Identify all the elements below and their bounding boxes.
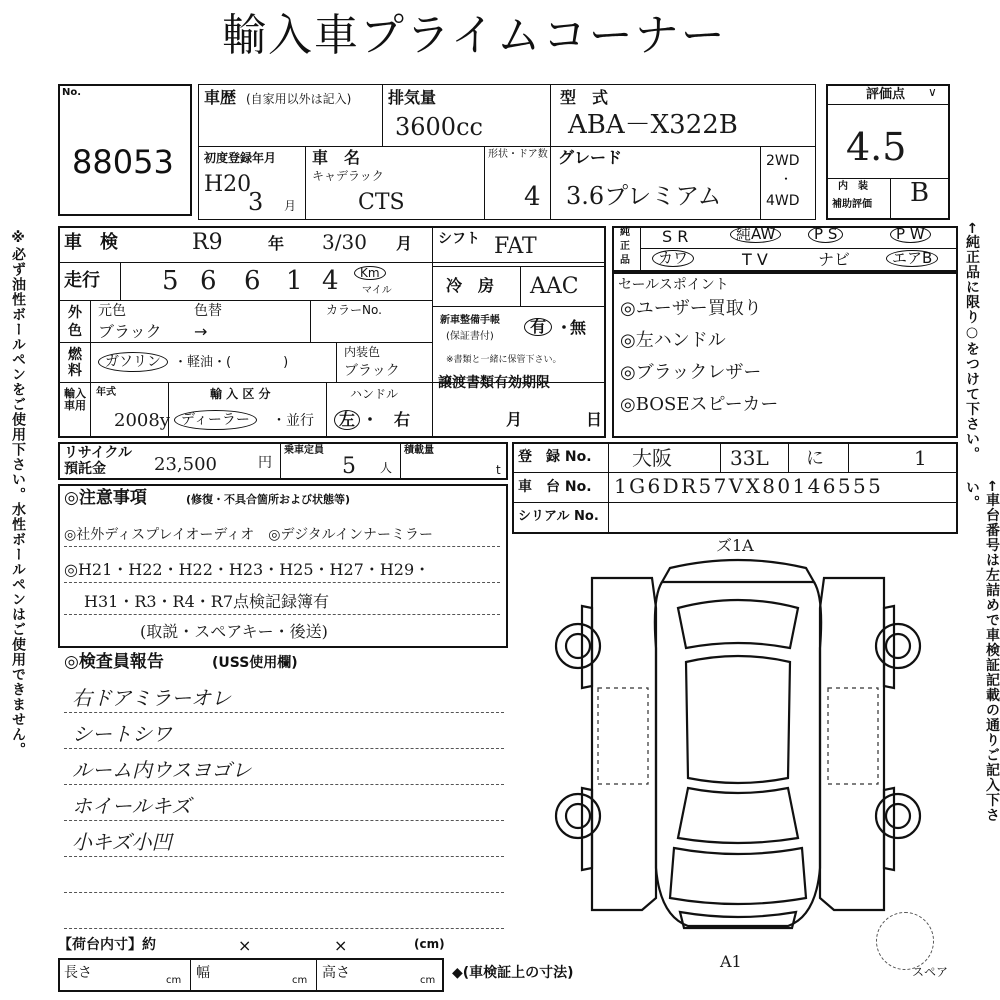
color-orig-value: ブラック bbox=[98, 322, 162, 341]
interior-color-value: ブラック bbox=[344, 363, 400, 379]
mileage-unit-km: Km bbox=[354, 266, 386, 280]
car-maker: キャデラック bbox=[312, 169, 384, 183]
interior-color-label: 内装色 bbox=[344, 345, 381, 359]
diagram-mark-bottom: A1 bbox=[720, 952, 742, 971]
color-change-value: → bbox=[194, 322, 208, 341]
color-side-1: 外 bbox=[68, 305, 82, 321]
mileage-digit-1: 5 bbox=[162, 266, 179, 296]
shift-value: FAT bbox=[494, 234, 537, 259]
mileage-digit-5: 4 bbox=[322, 266, 339, 296]
registration-number: 1 bbox=[914, 446, 927, 470]
maintenance-sub: (保証書付) bbox=[446, 331, 494, 342]
shift-label: シフト bbox=[438, 231, 480, 247]
mileage-label: 走行 bbox=[64, 270, 100, 291]
cargo-x2: × bbox=[334, 936, 348, 955]
color-orig-label: 元色 bbox=[98, 303, 126, 319]
equipment-side-1: 純 bbox=[620, 227, 630, 238]
spare-tire-icon bbox=[876, 912, 934, 970]
notes-sub: (修復・不具合箇所および状態等) bbox=[186, 493, 351, 506]
import-parallel: ・並行 bbox=[272, 413, 314, 429]
fuel-gasoline: ガソリン bbox=[98, 352, 168, 372]
first-reg-month: 3 bbox=[248, 188, 264, 216]
lot-number: 88053 bbox=[72, 143, 174, 181]
chassis-value: 1G6DR57VX80146555 bbox=[614, 474, 884, 498]
inspector-sub: (USS使用欄) bbox=[212, 655, 298, 671]
load-label: 積載量 bbox=[404, 445, 434, 456]
history-label: 車歴 bbox=[204, 88, 237, 107]
displacement-value: 3600cc bbox=[395, 113, 483, 141]
equipment-navi: ナビ bbox=[818, 250, 851, 269]
grade-label: グレード bbox=[558, 148, 623, 167]
transfer-day: 日 bbox=[586, 410, 603, 429]
recycle-label-1: リサイクル bbox=[64, 445, 133, 461]
cargo-label: 【荷台内寸】約 bbox=[58, 937, 156, 953]
mileage-digit-4: 1 bbox=[286, 266, 303, 296]
transfer-label: 譲渡書類有効期限 bbox=[438, 375, 550, 391]
spare-label: スペア bbox=[912, 965, 949, 979]
registration-label: 登 録 No. bbox=[518, 449, 592, 465]
cargo-length-cm: cm bbox=[166, 975, 182, 986]
capacity-label: 乗車定員 bbox=[284, 445, 324, 456]
first-reg-month-unit: 月 bbox=[284, 199, 297, 213]
recycle-unit: 円 bbox=[258, 455, 272, 471]
inspection-month-unit: 月 bbox=[396, 234, 413, 253]
cargo-width-cm: cm bbox=[292, 975, 308, 986]
grade-value: 3.6プレミアム bbox=[566, 182, 722, 210]
history-note: (自家用以外は記入) bbox=[246, 92, 352, 106]
aircon-label: 冷 房 bbox=[446, 276, 495, 295]
import-side: 輸入車用 bbox=[64, 387, 86, 412]
equipment-genuine-aw: 純AW bbox=[730, 226, 781, 243]
rating-value: 4.5 bbox=[846, 125, 907, 169]
cargo-width-label: 幅 bbox=[196, 965, 210, 981]
drive-separator: ・ bbox=[780, 172, 793, 186]
rating-dropdown-icon: ∨ bbox=[928, 85, 937, 99]
equipment-ps: P S bbox=[808, 226, 843, 243]
cargo-box bbox=[58, 958, 444, 992]
doors-label: 形状・ドア数 bbox=[488, 149, 548, 160]
inspection-date: 3/30 bbox=[322, 230, 367, 254]
doors-value: 4 bbox=[524, 182, 541, 212]
cargo-arrow-note: ◆(車検証上の寸法) bbox=[452, 965, 574, 981]
cargo-height-cm: cm bbox=[420, 975, 436, 986]
mileage-digit-3: 6 bbox=[244, 266, 261, 296]
inspector-line-1: 右ドアミラーオレ bbox=[72, 686, 231, 710]
interior-rating-label-1: 内 装 bbox=[838, 181, 868, 192]
interior-rating-label-2: 補助評価 bbox=[832, 199, 872, 210]
cargo-height-label: 高さ bbox=[322, 965, 350, 981]
mileage-digit-2: 6 bbox=[200, 266, 217, 296]
maintenance-no: 無 bbox=[570, 318, 587, 337]
maintenance-label: 新車整備手帳 bbox=[440, 315, 500, 326]
inspector-line-3: ルーム内ウスヨゴレ bbox=[72, 758, 252, 782]
rating-label: 評価点 bbox=[866, 87, 906, 102]
cargo-x1: × bbox=[238, 936, 252, 955]
inspection-year-unit: 年 bbox=[268, 234, 285, 253]
sales-point-4: ◎BOSEスピーカー bbox=[620, 394, 779, 415]
inspector-line-4: ホイールキズ bbox=[72, 794, 192, 818]
model-code-label: 型 式 bbox=[560, 88, 609, 107]
color-change-label: 色替 bbox=[194, 303, 222, 319]
load-unit: t bbox=[496, 463, 501, 477]
inspector-line-2: シートシワ bbox=[72, 722, 172, 746]
import-dealer: ディーラー bbox=[174, 410, 257, 430]
drive-4wd: 4WD bbox=[766, 193, 800, 209]
notes-line-1: ◎社外ディスプレイオーディオ ◎デジタルインナーミラー bbox=[64, 527, 433, 543]
drive-2wd: 2WD bbox=[766, 153, 800, 169]
equipment-pw: P W bbox=[890, 226, 931, 243]
notes-line-4: (取説・スペアキー・後送) bbox=[140, 622, 328, 641]
first-reg-era: H20 bbox=[204, 172, 252, 197]
equipment-side-2: 正 bbox=[620, 241, 630, 252]
equipment-tv: T V bbox=[742, 250, 768, 269]
inspection-label: 車 検 bbox=[64, 232, 118, 253]
car-name-label: 車 名 bbox=[312, 148, 361, 167]
diagram-mark-top: ズ1A bbox=[716, 536, 754, 555]
first-reg-label: 初度登録年月 bbox=[204, 151, 277, 165]
side-note-right-equipment: ←純正品に限り○をつけて下さい。 bbox=[964, 222, 980, 462]
import-category-label: 輸 入 区 分 bbox=[210, 387, 271, 401]
color-side-2: 色 bbox=[68, 323, 82, 339]
sales-points-label: セールスポイント bbox=[618, 277, 729, 293]
sales-point-3: ◎ブラックレザー bbox=[620, 362, 762, 383]
capacity-unit: 人 bbox=[380, 461, 393, 475]
import-year-value: 2008y bbox=[114, 410, 170, 431]
side-note-left: ※必ず油性ボールペンをご使用下さい。水性ボールペンはご使用できません。 bbox=[10, 230, 26, 757]
chassis-label: 車 台 No. bbox=[518, 479, 592, 495]
fuel-side-1: 燃 bbox=[68, 347, 82, 363]
maintenance-yes: 有 bbox=[524, 318, 552, 336]
fuel-side-2: 料 bbox=[68, 363, 82, 379]
notes-line-2: ◎H21・H22・H22・H23・H25・H27・H29・ bbox=[64, 560, 431, 579]
inspector-label: ◎検査員報告 bbox=[64, 652, 164, 672]
capacity-value: 5 bbox=[342, 454, 356, 479]
notes-line-3: H31・R3・R4・R7点検記録簿有 bbox=[84, 592, 329, 611]
page-title: 輸入車プライムコーナー bbox=[222, 10, 727, 61]
cargo-unit: (cm) bbox=[414, 937, 445, 951]
cargo-length-label: 長さ bbox=[64, 965, 92, 981]
recycle-label-2: 預託金 bbox=[64, 461, 106, 477]
equipment-leather: カワ bbox=[652, 250, 694, 267]
car-diagram bbox=[552, 538, 924, 938]
sales-point-1: ◎ユーザー買取り bbox=[620, 298, 762, 319]
import-year-label: 年式 bbox=[96, 387, 116, 398]
notes-label: ◎注意事項 bbox=[64, 488, 147, 508]
serial-label: シリアル No. bbox=[518, 509, 599, 524]
lot-label: No. bbox=[62, 87, 82, 98]
registration-class: 33L bbox=[730, 446, 769, 470]
mileage-unit-mile: マイル bbox=[362, 285, 392, 296]
registration-kana: に bbox=[806, 448, 824, 469]
color-code-label: カラーNo. bbox=[326, 303, 382, 317]
handle-right: ・ 右 bbox=[362, 410, 411, 429]
equipment-side-3: 品 bbox=[620, 255, 630, 266]
displacement-label: 排気量 bbox=[388, 88, 437, 107]
handle-label: ハンドル bbox=[350, 387, 399, 401]
side-note-right-chassis: ←車台番号は左詰めで車検証記載の通りご記入下さい。 bbox=[964, 480, 1000, 823]
aircon-value: AAC bbox=[530, 274, 579, 299]
handle-left: 左 bbox=[334, 410, 360, 430]
model-code-value: ABA－X322B bbox=[568, 110, 738, 140]
inspection-era: R9 bbox=[192, 230, 223, 255]
maintenance-note: ※書類と一緒に保管下さい。 bbox=[446, 355, 562, 365]
sales-point-2: ◎左ハンドル bbox=[620, 330, 726, 351]
interior-rating-value: B bbox=[910, 178, 930, 208]
registration-region: 大阪 bbox=[632, 446, 672, 470]
equipment-airbag: エアB bbox=[886, 250, 938, 267]
inspector-line-5: 小キズ小凹 bbox=[72, 830, 172, 854]
transfer-month: 月 bbox=[506, 410, 523, 429]
recycle-value: 23,500 bbox=[154, 454, 217, 475]
equipment-sr: S R bbox=[662, 227, 689, 246]
maintenance-sep: ・ bbox=[556, 318, 573, 337]
car-name: CTS bbox=[358, 190, 405, 215]
fuel-other: ・軽油・( ) bbox=[174, 355, 289, 370]
